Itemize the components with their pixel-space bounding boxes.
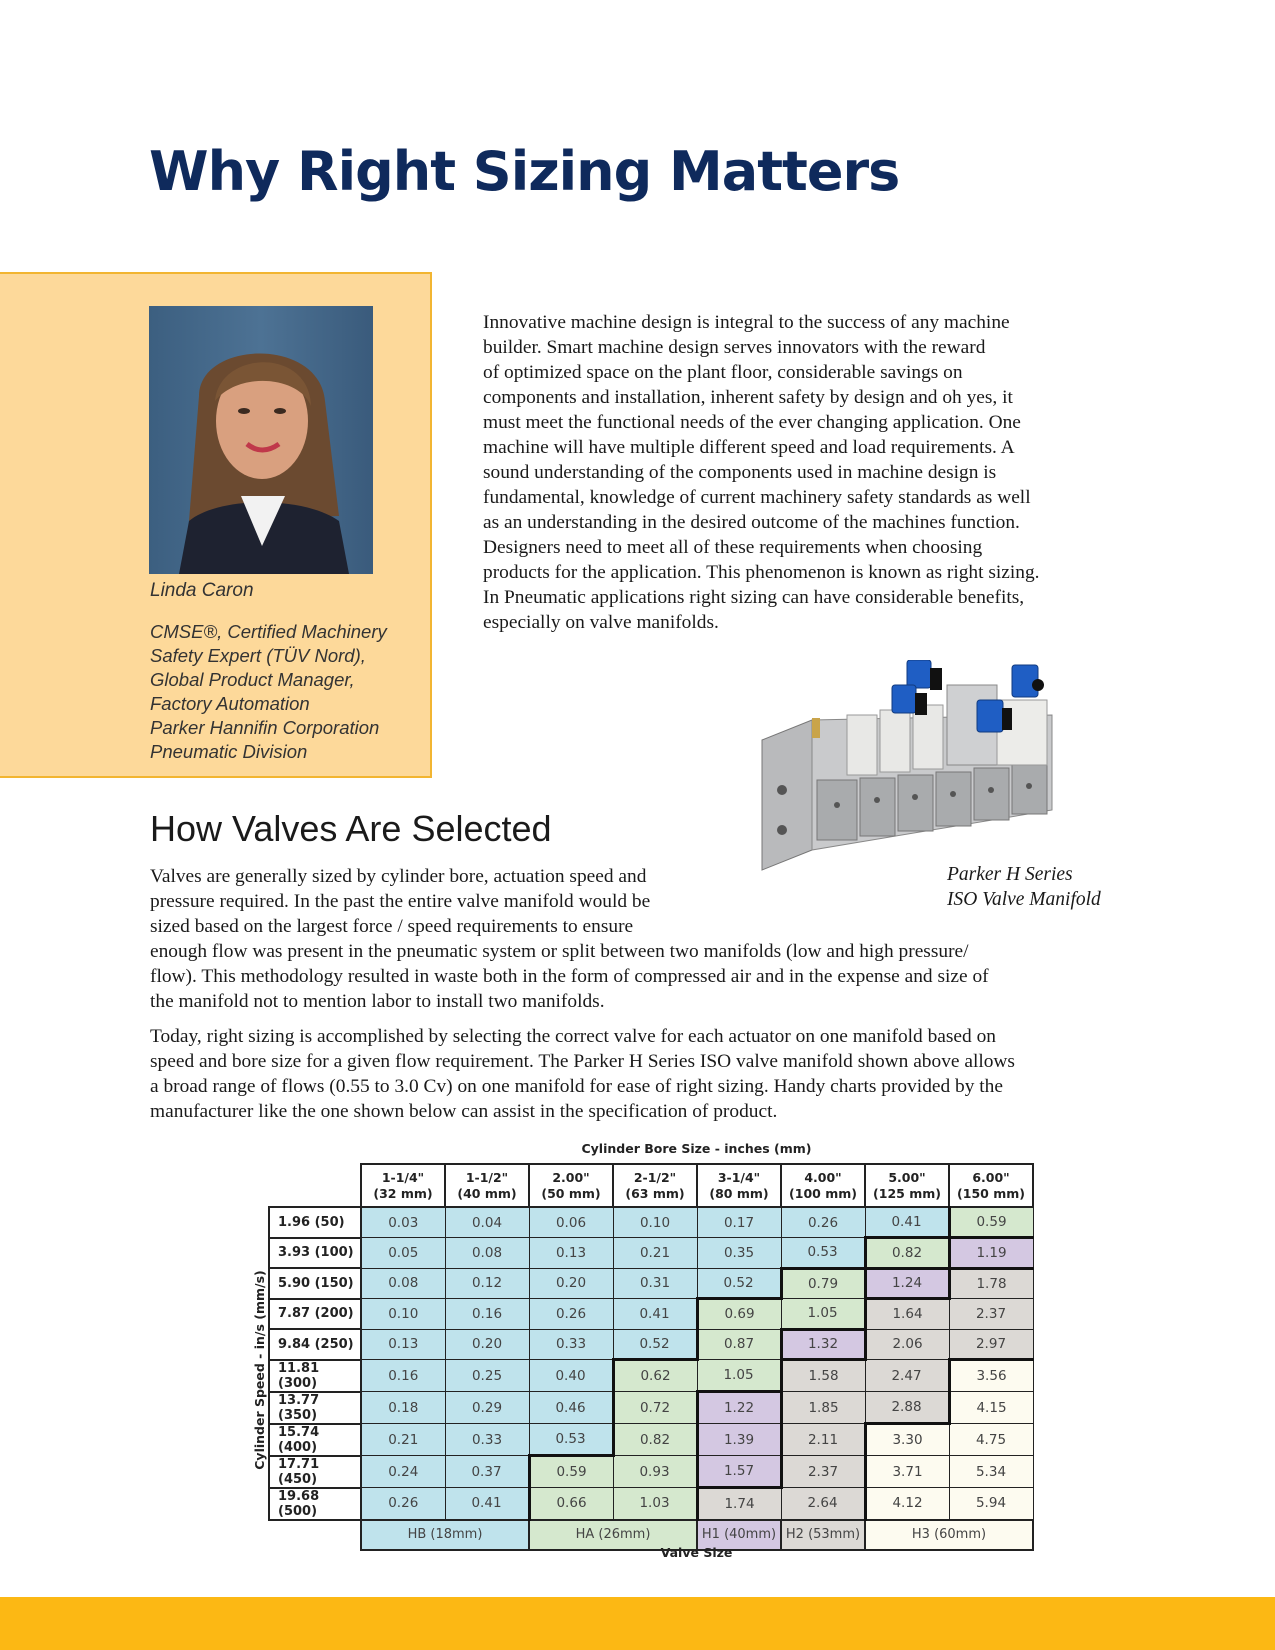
text-line: machine will have multiple different speed and load requirements. A bbox=[483, 437, 1015, 458]
table-row bbox=[269, 1360, 1033, 1392]
table-row bbox=[269, 1299, 1033, 1330]
table-cell: 1.19 bbox=[949, 1238, 1033, 1269]
text-line: the manifold not to mention labor to install two manifolds. bbox=[150, 991, 605, 1012]
table-cell: 1.05 bbox=[697, 1360, 781, 1392]
table-row bbox=[269, 1488, 1033, 1520]
table-cell: 0.41 bbox=[613, 1299, 697, 1330]
table-cell: 0.04 bbox=[445, 1207, 529, 1238]
text-line: products for the application. This phenomenon is known as right sizing. bbox=[483, 562, 1040, 583]
table-cell: 2.97 bbox=[949, 1329, 1033, 1360]
text-line: Designers need to meet all of these requirements when choosing bbox=[483, 537, 983, 558]
table-cell: 0.52 bbox=[697, 1268, 781, 1299]
table-cell: 0.46 bbox=[529, 1392, 613, 1424]
valve-size-cell: HB (18mm) bbox=[361, 1520, 529, 1550]
column-header: 1-1/4" (32 mm) bbox=[361, 1164, 445, 1207]
table-cell: 0.69 bbox=[697, 1299, 781, 1330]
column-header: 6.00" (150 mm) bbox=[949, 1164, 1033, 1207]
table-cell: 0.26 bbox=[361, 1488, 445, 1520]
table-cell: 3.71 bbox=[865, 1456, 949, 1488]
valve-size-cell: HA (26mm) bbox=[529, 1520, 697, 1550]
portrait-image-icon bbox=[149, 306, 373, 574]
table-cell: 0.06 bbox=[529, 1207, 613, 1238]
table-cell: 0.53 bbox=[781, 1238, 865, 1269]
table-cell: 0.72 bbox=[613, 1392, 697, 1424]
table-cell: 0.53 bbox=[529, 1424, 613, 1456]
table-cell: 0.66 bbox=[529, 1488, 613, 1520]
text-line: fundamental, knowledge of current machinery safety standards as well bbox=[483, 487, 1031, 508]
text-line: components and installation, inherent safety by design and oh yes, it bbox=[483, 387, 1013, 408]
table-cell: 0.13 bbox=[361, 1329, 445, 1360]
table-cell: 2.11 bbox=[781, 1424, 865, 1456]
speed-label: 15.74 (400) bbox=[269, 1424, 361, 1456]
chart-y-axis-label: Cylinder Speed - in/s (mm/s) bbox=[252, 1270, 267, 1470]
column-header: 2.00" (50 mm) bbox=[529, 1164, 613, 1207]
table-cell: 0.33 bbox=[529, 1329, 613, 1360]
table-cell: 4.75 bbox=[949, 1424, 1033, 1456]
author-name: Linda Caron bbox=[150, 580, 254, 601]
table-cell: 1.22 bbox=[697, 1392, 781, 1424]
table-cell: 0.35 bbox=[697, 1238, 781, 1269]
text-line: of optimized space on the plant floor, considerable savings on bbox=[483, 362, 963, 383]
credential-line: Factory Automation bbox=[150, 693, 310, 714]
table-cell: 0.13 bbox=[529, 1238, 613, 1269]
table-corner bbox=[269, 1164, 361, 1207]
credential-line: Global Product Manager, bbox=[150, 669, 355, 690]
table-cell: 1.57 bbox=[697, 1456, 781, 1488]
table-cell: 0.21 bbox=[613, 1238, 697, 1269]
text-line: especially on valve manifolds. bbox=[483, 612, 719, 633]
speed-label: 13.77 (350) bbox=[269, 1392, 361, 1424]
table-cell: 0.16 bbox=[445, 1299, 529, 1330]
valve-size-cell: H3 (60mm) bbox=[865, 1520, 1033, 1550]
text-line: sound understanding of the components used in machine design is bbox=[483, 462, 997, 483]
text-line: In Pneumatic applications right sizing can have considerable benefits, bbox=[483, 587, 1025, 608]
table-cell: 1.24 bbox=[865, 1268, 949, 1299]
table-cell: 0.29 bbox=[445, 1392, 529, 1424]
column-header: 4.00" (100 mm) bbox=[781, 1164, 865, 1207]
column-header: 3-1/4" (80 mm) bbox=[697, 1164, 781, 1207]
footer-bar bbox=[0, 1597, 1275, 1650]
text-line: as an understanding in the desired outcome of the machines function. bbox=[483, 512, 1020, 533]
table-cell: 0.20 bbox=[529, 1268, 613, 1299]
table-cell: 2.64 bbox=[781, 1488, 865, 1520]
table-row bbox=[269, 1424, 1033, 1456]
intro-paragraph bbox=[483, 310, 1123, 635]
table-row bbox=[269, 1392, 1033, 1424]
valve-image-caption: Parker H Series ISO Valve Manifold bbox=[947, 864, 1101, 910]
chart-x-axis-label: Valve Size bbox=[660, 1545, 733, 1560]
text-line: sized based on the largest force / speed requirements to ensure bbox=[150, 916, 634, 937]
table-cell: 0.82 bbox=[613, 1424, 697, 1456]
table-cell: 1.74 bbox=[697, 1488, 781, 1520]
table-cell: 2.37 bbox=[949, 1299, 1033, 1330]
section-paragraph-1 bbox=[150, 864, 1110, 1014]
speed-label: 7.87 (200) bbox=[269, 1299, 361, 1330]
table-cell: 0.12 bbox=[445, 1268, 529, 1299]
page-title: Why Right Sizing Matters bbox=[149, 140, 900, 203]
table-cell: 1.39 bbox=[697, 1424, 781, 1456]
table-cell: 0.26 bbox=[529, 1299, 613, 1330]
table-cell: 0.52 bbox=[613, 1329, 697, 1360]
section-heading: How Valves Are Selected bbox=[150, 808, 552, 849]
text-line: pressure required. In the past the entire valve manifold would be bbox=[150, 891, 651, 912]
table-cell: 0.10 bbox=[613, 1207, 697, 1238]
table-cell: 0.16 bbox=[361, 1360, 445, 1392]
column-header: 1-1/2" (40 mm) bbox=[445, 1164, 529, 1207]
table-cell: 0.62 bbox=[613, 1360, 697, 1392]
valve-sizing-table bbox=[268, 1163, 1034, 1551]
text-line: manufacturer like the one shown below can assist in the specification of product. bbox=[150, 1101, 778, 1122]
table-cell: 0.05 bbox=[361, 1238, 445, 1269]
text-line: must meet the functional needs of the ever changing application. One bbox=[483, 412, 1021, 433]
table-cell: 1.64 bbox=[865, 1299, 949, 1330]
speed-label: 17.71 (450) bbox=[269, 1456, 361, 1488]
table-row bbox=[269, 1456, 1033, 1488]
table-cell: 2.47 bbox=[865, 1360, 949, 1392]
table-cell: 5.34 bbox=[949, 1456, 1033, 1488]
credential-line: CMSE®, Certified Machinery bbox=[150, 621, 387, 642]
table-cell: 5.94 bbox=[949, 1488, 1033, 1520]
credential-line: Parker Hannifin Corporation bbox=[150, 717, 380, 738]
table-row bbox=[269, 1238, 1033, 1269]
table-cell: 0.59 bbox=[529, 1456, 613, 1488]
valve-size-cell: H2 (53mm) bbox=[781, 1520, 865, 1550]
table-cell: 1.78 bbox=[949, 1268, 1033, 1299]
table-cell: 0.37 bbox=[445, 1456, 529, 1488]
table-cell: 0.24 bbox=[361, 1456, 445, 1488]
table-cell: 3.30 bbox=[865, 1424, 949, 1456]
table-cell: 0.08 bbox=[445, 1238, 529, 1269]
author-credentials bbox=[150, 620, 420, 764]
column-header: 2-1/2" (63 mm) bbox=[613, 1164, 697, 1207]
table-cell: 2.37 bbox=[781, 1456, 865, 1488]
table-cell: 0.41 bbox=[445, 1488, 529, 1520]
table-cell: 1.03 bbox=[613, 1488, 697, 1520]
table-cell: 1.05 bbox=[781, 1299, 865, 1330]
table-cell: 0.59 bbox=[949, 1207, 1033, 1238]
table-cell: 3.56 bbox=[949, 1360, 1033, 1392]
table-header-row bbox=[269, 1164, 1033, 1207]
table-cell: 0.93 bbox=[613, 1456, 697, 1488]
text-line: enough flow was present in the pneumatic system or split between two manifolds (low and high pressure/ bbox=[150, 941, 969, 962]
table-cell: 0.87 bbox=[697, 1329, 781, 1360]
table-cell: 0.21 bbox=[361, 1424, 445, 1456]
table-cell: 1.85 bbox=[781, 1392, 865, 1424]
speed-label: 3.93 (100) bbox=[269, 1238, 361, 1269]
speed-label: 9.84 (250) bbox=[269, 1329, 361, 1360]
speed-label: 19.68 (500) bbox=[269, 1488, 361, 1520]
chart-title: Cylinder Bore Size - inches (mm) bbox=[581, 1141, 812, 1156]
table-row bbox=[269, 1329, 1033, 1360]
table-cell: 0.41 bbox=[865, 1207, 949, 1238]
credential-line: Safety Expert (TÜV Nord), bbox=[150, 645, 366, 666]
speed-label: 5.90 (150) bbox=[269, 1268, 361, 1299]
table-cell: 0.03 bbox=[361, 1207, 445, 1238]
section-paragraph-2 bbox=[150, 1024, 1110, 1124]
text-line: a broad range of flows (0.55 to 3.0 Cv) on one manifold for ease of right sizing. Handy charts provided by the bbox=[150, 1076, 1003, 1097]
table-cell: 0.10 bbox=[361, 1299, 445, 1330]
table-cell: 0.79 bbox=[781, 1268, 865, 1299]
text-line: builder. Smart machine design serves innovators with the reward bbox=[483, 337, 986, 358]
table-cell: 2.06 bbox=[865, 1329, 949, 1360]
table-row bbox=[269, 1207, 1033, 1238]
speed-label: 11.81 (300) bbox=[269, 1360, 361, 1392]
table-cell: 1.32 bbox=[781, 1329, 865, 1360]
valve-size-cell: H1 (40mm) bbox=[697, 1520, 781, 1550]
table-cell: 0.82 bbox=[865, 1238, 949, 1269]
table-cell: 0.18 bbox=[361, 1392, 445, 1424]
table-cell: 0.20 bbox=[445, 1329, 529, 1360]
text-line: speed and bore size for a given flow requirement. The Parker H Series ISO valve manifold shown above allows bbox=[150, 1051, 1015, 1072]
speed-label: 1.96 (50) bbox=[269, 1207, 361, 1238]
text-line: flow). This methodology resulted in waste both in the form of compressed air and in the expense and size of bbox=[150, 966, 989, 987]
author-photo bbox=[149, 306, 373, 574]
text-line: Valves are generally sized by cylinder bore, actuation speed and bbox=[150, 866, 647, 887]
table-cell: 4.12 bbox=[865, 1488, 949, 1520]
table-cell: 0.33 bbox=[445, 1424, 529, 1456]
table-row bbox=[269, 1268, 1033, 1299]
table-cell: 0.40 bbox=[529, 1360, 613, 1392]
table-cell: 0.25 bbox=[445, 1360, 529, 1392]
table-cell: 0.08 bbox=[361, 1268, 445, 1299]
valve-manifold-image bbox=[752, 660, 1092, 875]
table-cell: 2.88 bbox=[865, 1392, 949, 1424]
text-line: Today, right sizing is accomplished by selecting the correct valve for each actuator on one manifold based on bbox=[150, 1026, 996, 1047]
column-header: 5.00" (125 mm) bbox=[865, 1164, 949, 1207]
valve-manifold-icon bbox=[752, 660, 1092, 875]
table-cell: 1.58 bbox=[781, 1360, 865, 1392]
table-cell: 0.26 bbox=[781, 1207, 865, 1238]
table-cell: 4.15 bbox=[949, 1392, 1033, 1424]
table-cell: 0.17 bbox=[697, 1207, 781, 1238]
table-cell: 0.31 bbox=[613, 1268, 697, 1299]
text-line: Innovative machine design is integral to the success of any machine bbox=[483, 312, 1010, 333]
credential-line: Pneumatic Division bbox=[150, 741, 308, 762]
